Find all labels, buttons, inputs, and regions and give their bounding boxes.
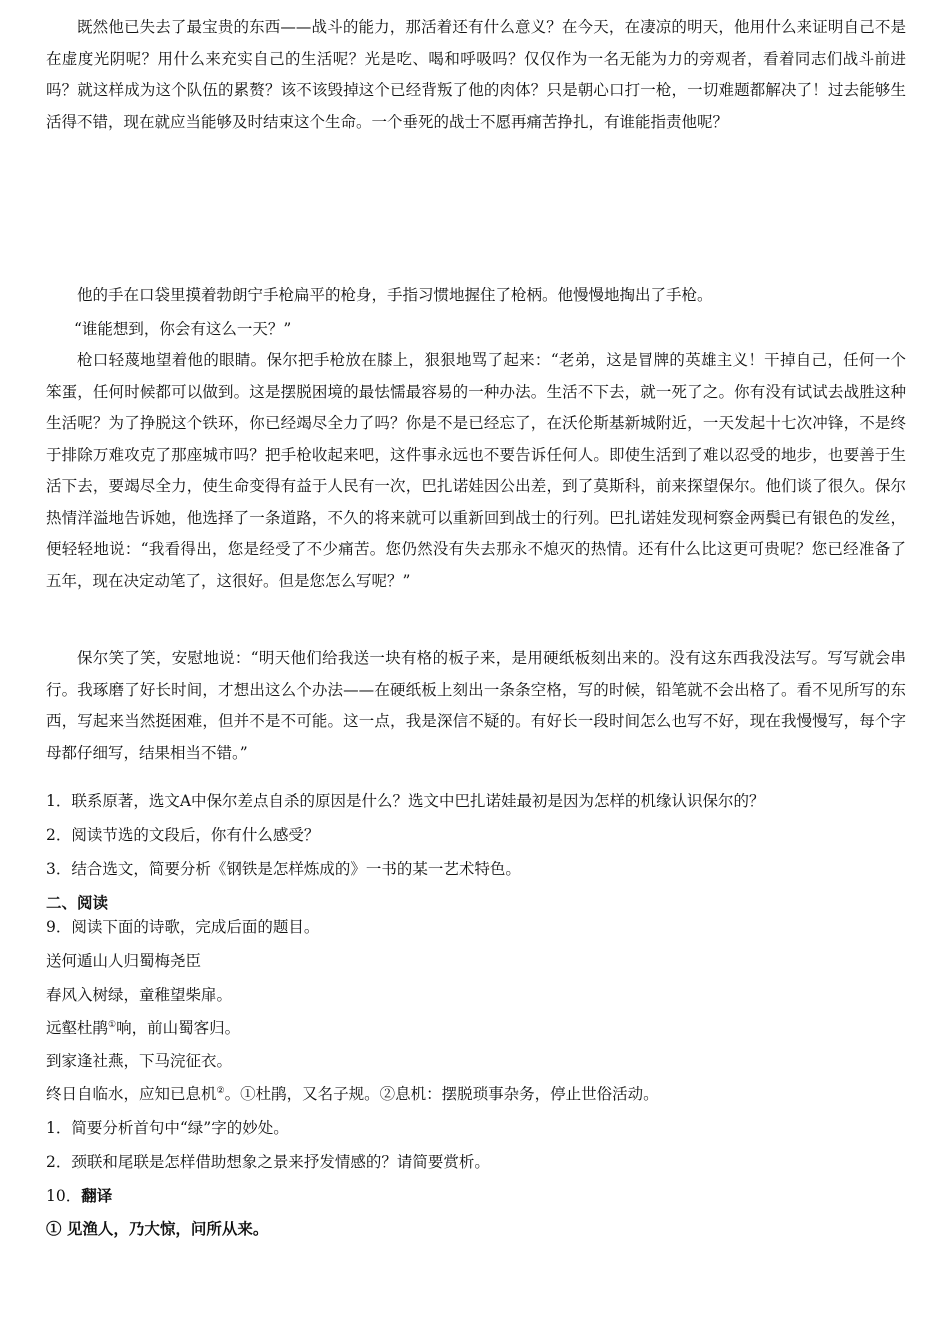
- q10-item-1: ① 见渔人，乃大惊，问所从来。: [46, 1219, 269, 1238]
- q10-label: 翻译: [81, 1186, 113, 1205]
- poem-line-3: 到家逢社燕，下马浣征衣。: [46, 1052, 233, 1070]
- q9-sub-question-2: 2．颈联和尾联是怎样借助想象之景来抒发情感的？请简要赏析。: [46, 1153, 490, 1171]
- question-a-3: 3．结合选文，简要分析《钢铁是怎样炼成的》一书的某一艺术特色。: [46, 860, 521, 878]
- passage-paragraph-5: 保尔笑了笑，安慰地说：“明天他们给我送一块有格的板子来，是用硬纸板刻出来的。没有这东西我没法写。写写就会串行。我琢磨了好长时间，才想出这么个办法——在硬纸板上刻出一条条空格，写的时候，铅笔就不会出格了。看不见所写的东西，写起来当然挺困难，但并不是不可能。这一点，我是深信不疑的。有好长一段时间怎么也写不好，现在我慢慢写，每个字母都仔细写，结果相当不错。”: [46, 649, 906, 762]
- poem-line-4-text-b: 。①杜鹃，又名子规。②息机：摆脱琐事杂务，停止世俗活动。: [224, 1085, 659, 1103]
- poem-line-4-text-a: 终日自临水，应知已息机: [46, 1085, 217, 1103]
- q10-number: 10．: [46, 1187, 82, 1205]
- section-heading: 二、阅读: [46, 893, 109, 912]
- poem-line-2: [46, 1017, 240, 1039]
- q9-sub-question-1: 1．简要分析首句中“绿”字的妙处。: [46, 1119, 289, 1137]
- question-a-1: 1．联系原著，选文A中保尔差点自杀的原因是什么？选文中巴扎诺娃最初是因为怎样的机缘认识保尔的？: [46, 792, 765, 810]
- passage-paragraph-4: 枪口轻蔑地望着他的眼睛。保尔把手枪放在膝上，狠狠地骂了起来：“老弟，这是冒牌的英雄主义！干掉自己，任何一个笨蛋，任何时候都可以做到。这是摆脱困境的最怯懦最容易的一种办法。生活不下去，就一死了之。你有没有试试去战胜这种生活呢？为了挣脱这个铁环，你已经竭尽全力了吗？你是不是已经忘了，在沃伦斯基新城附近，一天发起十七次冲锋，不是终于排除万难攻克了那座城市吗？把手枪收起来吧，这件事永远也不要告诉任何人。即使生活到了难以忍受的地步，也要善于生活下去，要竭尽全力，使生命变得有益于人民有一次，巴扎诺娃因公出差，到了莫斯科，前来探望保尔。他们谈了很久。保尔热情洋溢地告诉她，他选择了一条道路，不久的将来就可以重新回到战士的行列。巴扎诺娃发现柯察金两鬓已有银色的发丝，便轻轻地说：“我看得出，您是经受了不少痛苦。您仍然没有失去那永不熄灭的热情。还有什么比这更可贵呢？您已经准备了五年，现在决定动笔了，这很好。但是您怎么写呢？”: [46, 351, 906, 590]
- q9-prompt: 9．阅读下面的诗歌，完成后面的题目。: [46, 918, 320, 936]
- footnote-marker-1: ①: [108, 1019, 117, 1030]
- footnote-marker-2: ②: [216, 1085, 225, 1096]
- question-a-2: 2．阅读节选的文段后，你有什么感受？: [46, 826, 320, 844]
- poem-line-2-text-b: 响，前山蜀客归。: [116, 1019, 241, 1037]
- poem-line-1: 春风入树绿，童稚望柴扉。: [46, 986, 233, 1004]
- poem-line-2-text-a: 远壑杜鹃: [46, 1019, 109, 1037]
- passage-paragraph-3: “谁能想到，你会有这么一天？”: [74, 320, 292, 338]
- passage-paragraph-1: 既然他已失去了最宝贵的东西——战斗的能力，那活着还有什么意义？在今天，在凄凉的明天，他用什么来证明自己不是在虚度光阴呢？用什么来充实自己的生活呢？光是吃、喝和呼吸吗？仅仅作为一名无能为力的旁观者，看着同志们战斗前进吗？就这样成为这个队伍的累赘？该不该毁掉这个已经背叛了他的肉体？只是朝心口打一枪，一切难题都解决了！过去能够生活得不错，现在就应当能够及时结束这个生命。一个垂死的战士不愿再痛苦挣扎，有谁能指责他呢？: [46, 18, 906, 131]
- poem-line-4: [46, 1083, 659, 1105]
- passage-paragraph-2: 他的手在口袋里摸着勃朗宁手枪扁平的枪身，手指习惯地握住了枪柄。他慢慢地掏出了手枪。: [77, 286, 713, 304]
- poem-title: 送何遁山人归蜀梅尧臣: [46, 952, 202, 970]
- q10-heading: [46, 1185, 112, 1207]
